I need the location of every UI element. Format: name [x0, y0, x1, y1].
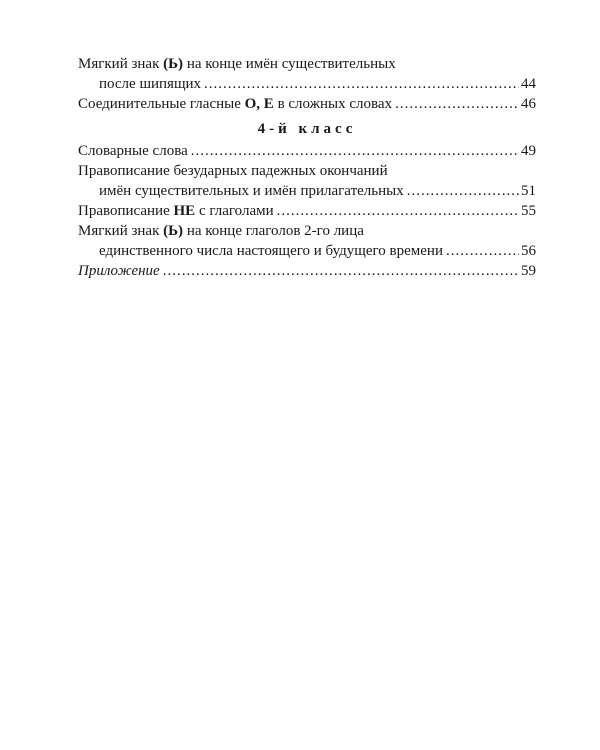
toc-entry-ne-verbs[interactable] [78, 201, 536, 221]
dot-leader [204, 74, 519, 94]
toc-entry-text [78, 221, 364, 241]
dot-leader [407, 181, 519, 201]
dot-leader [395, 94, 519, 114]
toc-text-part: с глаголами [195, 203, 274, 219]
toc-entry-text [78, 201, 274, 221]
toc-page-number: 56 [521, 243, 536, 259]
toc-entry-line [78, 221, 536, 241]
toc-entry-line [78, 54, 536, 74]
toc-page-number: 59 [521, 263, 536, 279]
toc-entry-soft-sign-nouns[interactable] [78, 54, 536, 94]
table-of-contents [78, 54, 536, 281]
toc-entry-connecting-vowels[interactable] [78, 94, 536, 114]
toc-text-bold: НЕ [173, 203, 196, 219]
toc-entry-soft-sign-verbs[interactable] [78, 221, 536, 261]
toc-entry-text: единственного числа настоящего и будущего времени [99, 243, 443, 259]
toc-entry-text: после шипящих [99, 76, 202, 92]
toc-text-bold: (Ь) [163, 56, 184, 72]
toc-entry-line [78, 181, 536, 201]
toc-entry-unstressed-endings[interactable] [78, 161, 536, 201]
toc-entry-line [78, 74, 536, 94]
toc-text-part: Мягкий знак [78, 56, 164, 72]
toc-text-part: Соединительные гласные [78, 96, 245, 112]
toc-entry-text: Правописание безударных падежных окончаний [78, 163, 388, 179]
toc-text-bold: О, Е [244, 96, 274, 112]
toc-text-part: Правописание [78, 203, 174, 219]
spacer [78, 114, 536, 116]
dot-leader [446, 241, 519, 261]
toc-page-number: 44 [521, 76, 536, 92]
dot-leader [277, 201, 519, 221]
toc-page-number: 51 [521, 183, 536, 199]
toc-entry-line [78, 241, 536, 261]
toc-entry-appendix[interactable] [78, 261, 536, 281]
toc-text-part: на конце глаголов 2-го лица [183, 223, 364, 239]
toc-text-part: на конце имён существительных [183, 56, 396, 72]
toc-entry-text: имён существительных и имён прилагательных [99, 183, 404, 199]
toc-entry-text [78, 94, 392, 114]
toc-text-bold: (Ь) [163, 223, 184, 239]
dot-leader [191, 141, 519, 161]
toc-page-number: 49 [521, 143, 536, 159]
toc-page-number: 46 [521, 96, 536, 112]
toc-entry-text: Приложение [78, 263, 160, 279]
dot-leader [163, 261, 519, 281]
toc-entry-text [78, 54, 396, 74]
toc-entry-dictionary-words[interactable] [78, 141, 536, 161]
toc-page-number: 55 [521, 203, 536, 219]
toc-entry-text: Словарные слова [78, 143, 188, 159]
toc-entry-line [78, 161, 536, 181]
toc-text-part: в сложных словах [273, 96, 393, 112]
section-heading: 4-й класс [257, 121, 357, 137]
toc-text-part: Мягкий знак [78, 223, 164, 239]
